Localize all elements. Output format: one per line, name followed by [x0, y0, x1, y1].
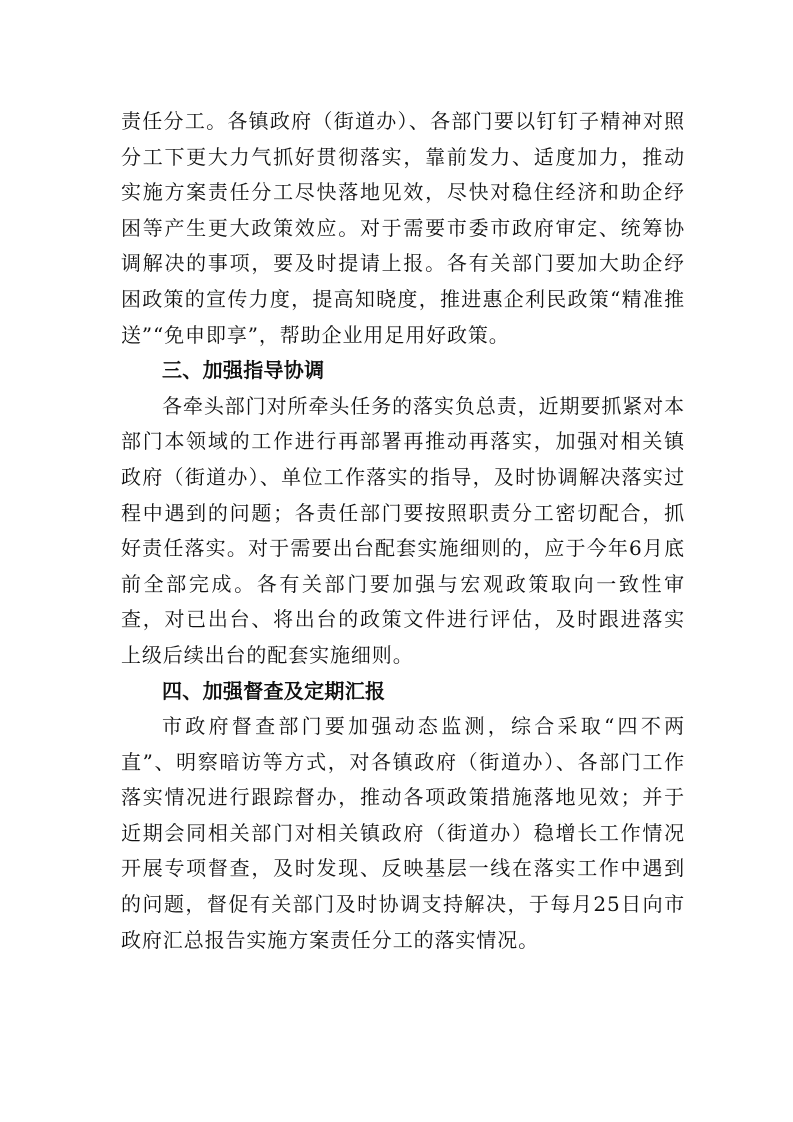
paragraph-guidance-coordination: 各牵头部门对所牵头任务的落实负总责，近期要抓紧对本部门本领域的工作进行再部署再推动再落实，加强对相关镇政府（街道办）、单位工作落实的指导，及时协调解决落实过程中遇到的问题；各责任部门要按照职责分工密切配合，抓好责任落实。对于需要出台配套实施细则的，应于今年6月底前全部完成。各有关部门要加强与宏观政策取向一致性审查，对已出台、将出台的政策文件进行评估，及时跟进落实上级后续出台的配套实施细则。 [121, 393, 685, 667]
paragraph-responsibility-division: 责任分工。各镇政府（街道办）、各部门要以钉钉子精神对照分工下更大力气抓好贯彻落实，靠前发力、适度加力，推动实施方案责任分工尽快落地见效，尽快对稳住经济和助企纾困等产生更大政策效应。对于需要市委市政府审定、统筹协调解决的事项，要及时提请上报。各有关部门要加大助企纾困政策的宣传力度，提高知晓度，推进惠企利民政策“精准推送”“免申即享”，帮助企业用足用好政策。 [121, 109, 685, 347]
document-page [121, 104, 685, 958]
section-heading-guidance-coordination: 三、加强指导协调 [162, 358, 325, 383]
section-heading-supervision-reporting: 四、加强督查及定期汇报 [162, 678, 386, 703]
paragraph-supervision-reporting: 市政府督查部门要加强动态监测，综合采取“四不两直”、明察暗访等方式，对各镇政府（街道办）、各部门工作落实情况进行跟踪督办，推动各项政策措施落地见效；并于近期会同相关部门对相关镇政府（街道办）稳增长工作情况开展专项督查，及时发现、反映基层一线在落实工作中遇到的问题，督促有关部门及时协调支持解决，于每月25日向市政府汇总报告实施方案责任分工的落实情况。 [121, 714, 685, 952]
